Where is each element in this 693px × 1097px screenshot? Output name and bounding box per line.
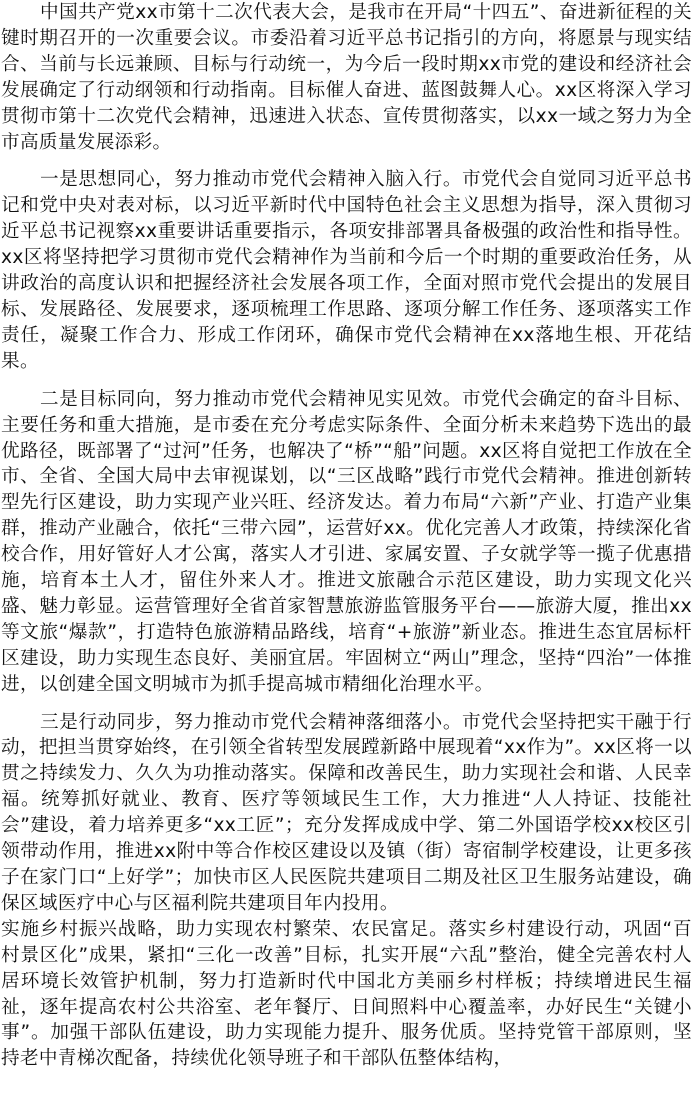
document-body [1, 0, 692, 1072]
paragraph-rural-revitalization: 实施乡村振兴战略，助力实现农村繁荣、农民富足。落实乡村建设行动，巩固“百村景区化”成果，紧扣“三化一改善”目标，扎实开展“六乱”整治，健全完善农村人居环境长效管护机制，努力打造新时代中国北方美丽乡村样板；持续增进民生福祉，逐年提高农村公共浴室、老年餐厅、日间照料中心覆盖率，办好民生“关键小事”。加强干部队伍建设，助力实现能力提升、服务优质。坚持党管干部原则，坚持老中青梯次配备，持续优化领导班子和干部队伍整体结构， [1, 918, 692, 1070]
paragraph-intro: 中国共产党xx市第十二次代表大会，是我市在开局“十四五”、奋进新征程的关键时期召开的一次重要会议。市委沿着习近平总书记指引的方向，将愿景与现实结合、当前与长远兼顾、目标与行动统一，为今后一段时期xx市党的建设和经济社会发展确定了行动纲领和行动指南。目标催人奋进、蓝图鼓舞人心。xx区将深入学习贯彻市第十二次党代会精神，迅速进入状态、宣传贯彻落实，以xx一域之努力为全市高质量发展添彩。 [1, 2, 692, 153]
paragraph-goal-alignment: 二是目标同向，努力推动市党代会精神见实见效。市党代会确定的奋斗目标、主要任务和重大措施，是市委在充分考虑实际条件、全面分析未来趋势下选出的最优路径，既部署了“过河”任务，也解决了“桥”“船”问题。xx区将自觉把工作放在全市、全省、全国大局中去审视谋划，以“三区战略”践行市党代会精神。推进创新转型先行区建设，助力实现产业兴旺、经济发达。着力布局“六新”产业、打造产业集群，推动产业融合，依托“三带六园”，运营好xx。优化完善人才政策，持续深化省校合作，用好管好人才公寓，落实人才引进、家属安置、子女就学等一揽子优惠措施，培育本土人才，留住外来人才。推进文旅融合示范区建设，助力实现文化兴盛、魅力彰显。运营管理好全省首家智慧旅游监管服务平台——旅游大厦，推出xx等文旅“爆款”，打造特色旅游精品路线，培育“+旅游”新业态。推进生态宜居标杆区建设，助力实现生态良好、美丽宜居。牢固树立“两山”理念，坚持“四治”一体推进，以创建全国文明城市为抓手提高城市精细化治理水平。 [1, 388, 692, 695]
paragraph-thought-unity: 一是思想同心，努力推动市党代会精神入脑入行。市党代会自觉同习近平总书记和党中央对表对标，以习近平新时代中国特色社会主义思想为指导，深入贯彻习近平总书记视察xx重要讲话重要指示，各项安排部署具备极强的政治性和指导性。xx区将坚持把学习贯彻市党代会精神作为当前和今后一个时期的重要政治任务，从讲政治的高度认识和把握经济社会发展各项工作，全面对照市党代会提出的发展目标、发展路径、发展要求，逐项梳理工作思路、逐项分解工作任务、逐项落实工作责任，凝聚工作合力、形成工作闭环，确保市党代会精神在xx落地生根、开花结果。 [1, 169, 692, 372]
paragraph-action-sync: 三是行动同步，努力推动市党代会精神落细落小。市党代会坚持把实干融于行动，把担当贯穿始终，在引领全省转型发展蹚新路中展现着“xx作为”。xx区将一以贯之持续发力、久久为功推动落实。保障和改善民生，助力实现社会和谐、人民幸福。统筹抓好就业、教育、医疗等领域民生工作，大力推进“人人持证、技能社会”建设，着力培养更多“xx工匠”；充分发挥成成中学、第二外国语学校xx校区引领带动作用，推进xx附中等合作校区建设以及镇（街）寄宿制学校建设，让更多孩子在家门口“上好学”；加快市区人民医院共建项目二期及社区卫生服务站建设，确保区域医疗中心与区福利院共建项目年内投用。 [1, 711, 692, 914]
